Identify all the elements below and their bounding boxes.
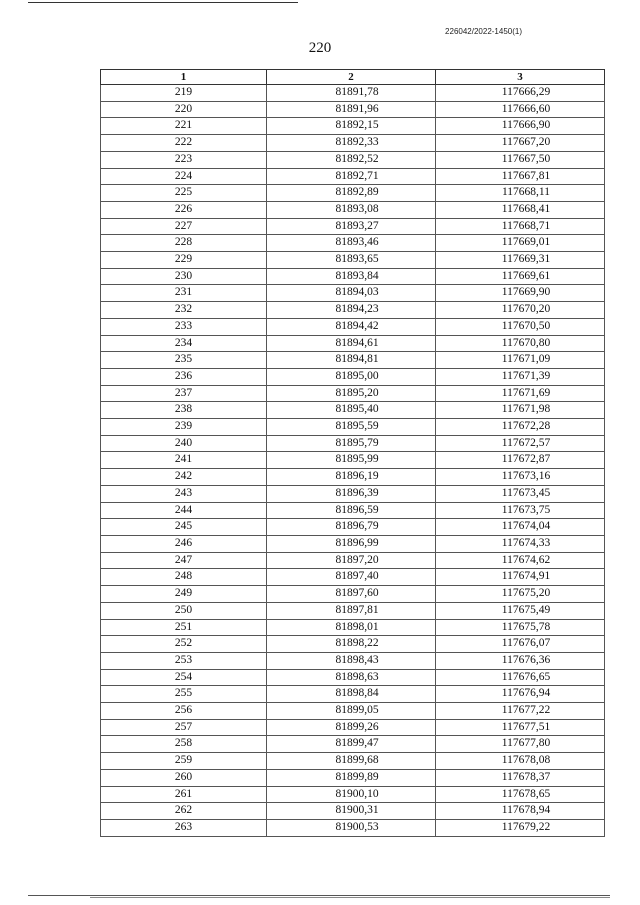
table-row xyxy=(101,302,605,319)
y-coordinate-cell: 117671,98 xyxy=(436,402,605,419)
table-row xyxy=(101,435,605,452)
point-number-cell: 243 xyxy=(101,485,267,502)
y-coordinate-cell: 117675,49 xyxy=(436,602,605,619)
x-coordinate-cell: 81895,40 xyxy=(267,402,436,419)
page-number: 220 xyxy=(308,40,332,56)
point-number-cell: 231 xyxy=(101,285,267,302)
x-coordinate-cell: 81895,00 xyxy=(267,368,436,385)
x-coordinate-cell: 81894,81 xyxy=(267,352,436,369)
x-coordinate-cell: 81896,19 xyxy=(267,469,436,486)
point-number-cell: 261 xyxy=(101,786,267,803)
y-coordinate-cell: 117669,31 xyxy=(436,252,605,269)
x-coordinate-cell: 81895,79 xyxy=(267,435,436,452)
x-coordinate-cell: 81899,68 xyxy=(267,753,436,770)
y-coordinate-cell: 117666,29 xyxy=(436,85,605,102)
y-coordinate-cell: 117676,36 xyxy=(436,652,605,669)
x-coordinate-cell: 81892,89 xyxy=(267,185,436,202)
y-coordinate-cell: 117677,51 xyxy=(436,719,605,736)
x-coordinate-cell: 81898,63 xyxy=(267,669,436,686)
table-row xyxy=(101,235,605,252)
x-coordinate-cell: 81896,99 xyxy=(267,535,436,552)
table-row xyxy=(101,719,605,736)
x-coordinate-cell: 81898,84 xyxy=(267,686,436,703)
table-row xyxy=(101,452,605,469)
point-number-cell: 246 xyxy=(101,535,267,552)
y-coordinate-cell: 117673,45 xyxy=(436,485,605,502)
x-coordinate-cell: 81899,89 xyxy=(267,769,436,786)
y-coordinate-cell: 117679,22 xyxy=(436,819,605,836)
x-coordinate-cell: 81895,20 xyxy=(267,385,436,402)
table-row xyxy=(101,252,605,269)
y-coordinate-cell: 117674,62 xyxy=(436,552,605,569)
point-number-cell: 229 xyxy=(101,252,267,269)
y-coordinate-cell: 117678,08 xyxy=(436,753,605,770)
point-number-cell: 260 xyxy=(101,769,267,786)
point-number-cell: 254 xyxy=(101,669,267,686)
x-coordinate-cell: 81892,71 xyxy=(267,168,436,185)
y-coordinate-cell: 117676,65 xyxy=(436,669,605,686)
point-number-cell: 242 xyxy=(101,469,267,486)
point-number-cell: 244 xyxy=(101,502,267,519)
table-row xyxy=(101,285,605,302)
table-row xyxy=(101,101,605,118)
y-coordinate-cell: 117671,09 xyxy=(436,352,605,369)
x-coordinate-cell: 81893,65 xyxy=(267,252,436,269)
y-coordinate-cell: 117676,07 xyxy=(436,636,605,653)
x-coordinate-cell: 81892,15 xyxy=(267,118,436,135)
table-row xyxy=(101,135,605,152)
x-coordinate-cell: 81896,59 xyxy=(267,502,436,519)
scan-artifact-bottom xyxy=(28,895,610,896)
y-coordinate-cell: 117668,71 xyxy=(436,218,605,235)
y-coordinate-cell: 117674,04 xyxy=(436,519,605,536)
table-row xyxy=(101,268,605,285)
table-row xyxy=(101,819,605,836)
y-coordinate-cell: 117678,37 xyxy=(436,769,605,786)
x-coordinate-cell: 81891,96 xyxy=(267,101,436,118)
x-coordinate-cell: 81893,27 xyxy=(267,218,436,235)
table-row xyxy=(101,652,605,669)
x-coordinate-cell: 81894,61 xyxy=(267,335,436,352)
column-header-1: 1 xyxy=(101,70,267,85)
table-row xyxy=(101,419,605,436)
table-row xyxy=(101,368,605,385)
table-row xyxy=(101,469,605,486)
table-row xyxy=(101,686,605,703)
y-coordinate-cell: 117669,01 xyxy=(436,235,605,252)
point-number-cell: 258 xyxy=(101,736,267,753)
table-row xyxy=(101,218,605,235)
y-coordinate-cell: 117669,61 xyxy=(436,268,605,285)
table-row xyxy=(101,769,605,786)
y-coordinate-cell: 117666,90 xyxy=(436,118,605,135)
x-coordinate-cell: 81899,05 xyxy=(267,703,436,720)
point-number-cell: 224 xyxy=(101,168,267,185)
point-number-cell: 257 xyxy=(101,719,267,736)
table-row xyxy=(101,786,605,803)
y-coordinate-cell: 117672,28 xyxy=(436,419,605,436)
coordinates-table xyxy=(100,69,605,837)
y-coordinate-cell: 117670,50 xyxy=(436,318,605,335)
table-row xyxy=(101,402,605,419)
table-row xyxy=(101,385,605,402)
x-coordinate-cell: 81893,08 xyxy=(267,201,436,218)
y-coordinate-cell: 117670,80 xyxy=(436,335,605,352)
table-row xyxy=(101,586,605,603)
point-number-cell: 263 xyxy=(101,819,267,836)
point-number-cell: 238 xyxy=(101,402,267,419)
x-coordinate-cell: 81895,59 xyxy=(267,419,436,436)
y-coordinate-cell: 117674,91 xyxy=(436,569,605,586)
x-coordinate-cell: 81894,23 xyxy=(267,302,436,319)
y-coordinate-cell: 117678,65 xyxy=(436,786,605,803)
table-row xyxy=(101,185,605,202)
table-row xyxy=(101,118,605,135)
table-row xyxy=(101,85,605,102)
x-coordinate-cell: 81897,60 xyxy=(267,586,436,603)
document-id: 226042/2022-1450(1) xyxy=(445,27,522,36)
point-number-cell: 262 xyxy=(101,803,267,820)
table-row xyxy=(101,502,605,519)
x-coordinate-cell: 81892,33 xyxy=(267,135,436,152)
point-number-cell: 233 xyxy=(101,318,267,335)
y-coordinate-cell: 117676,94 xyxy=(436,686,605,703)
x-coordinate-cell: 81897,20 xyxy=(267,552,436,569)
point-number-cell: 227 xyxy=(101,218,267,235)
x-coordinate-cell: 81895,99 xyxy=(267,452,436,469)
table-row xyxy=(101,485,605,502)
table-row xyxy=(101,201,605,218)
y-coordinate-cell: 117672,87 xyxy=(436,452,605,469)
x-coordinate-cell: 81893,84 xyxy=(267,268,436,285)
y-coordinate-cell: 117670,20 xyxy=(436,302,605,319)
y-coordinate-cell: 117673,16 xyxy=(436,469,605,486)
x-coordinate-cell: 81894,42 xyxy=(267,318,436,335)
table-row xyxy=(101,569,605,586)
point-number-cell: 245 xyxy=(101,519,267,536)
point-number-cell: 225 xyxy=(101,185,267,202)
point-number-cell: 259 xyxy=(101,753,267,770)
y-coordinate-cell: 117669,90 xyxy=(436,285,605,302)
x-coordinate-cell: 81900,53 xyxy=(267,819,436,836)
x-coordinate-cell: 81897,81 xyxy=(267,602,436,619)
y-coordinate-cell: 117667,81 xyxy=(436,168,605,185)
y-coordinate-cell: 117668,11 xyxy=(436,185,605,202)
table-row xyxy=(101,602,605,619)
x-coordinate-cell: 81899,26 xyxy=(267,719,436,736)
point-number-cell: 253 xyxy=(101,652,267,669)
point-number-cell: 222 xyxy=(101,135,267,152)
y-coordinate-cell: 117666,60 xyxy=(436,101,605,118)
y-coordinate-cell: 117668,41 xyxy=(436,201,605,218)
table-header-row xyxy=(101,70,605,85)
x-coordinate-cell: 81896,79 xyxy=(267,519,436,536)
point-number-cell: 240 xyxy=(101,435,267,452)
table-row xyxy=(101,552,605,569)
y-coordinate-cell: 117675,20 xyxy=(436,586,605,603)
point-number-cell: 249 xyxy=(101,586,267,603)
table-row xyxy=(101,803,605,820)
table-row xyxy=(101,736,605,753)
column-header-3: 3 xyxy=(436,70,605,85)
y-coordinate-cell: 117674,33 xyxy=(436,535,605,552)
table-row xyxy=(101,335,605,352)
point-number-cell: 235 xyxy=(101,352,267,369)
point-number-cell: 247 xyxy=(101,552,267,569)
column-header-2: 2 xyxy=(267,70,436,85)
y-coordinate-cell: 117675,78 xyxy=(436,619,605,636)
x-coordinate-cell: 81894,03 xyxy=(267,285,436,302)
x-coordinate-cell: 81899,47 xyxy=(267,736,436,753)
point-number-cell: 237 xyxy=(101,385,267,402)
table-row xyxy=(101,535,605,552)
y-coordinate-cell: 117673,75 xyxy=(436,502,605,519)
x-coordinate-cell: 81897,40 xyxy=(267,569,436,586)
x-coordinate-cell: 81900,10 xyxy=(267,786,436,803)
table-row xyxy=(101,352,605,369)
scan-artifact-top xyxy=(28,2,298,3)
point-number-cell: 220 xyxy=(101,101,267,118)
y-coordinate-cell: 117667,20 xyxy=(436,135,605,152)
point-number-cell: 250 xyxy=(101,602,267,619)
x-coordinate-cell: 81898,43 xyxy=(267,652,436,669)
y-coordinate-cell: 117677,80 xyxy=(436,736,605,753)
point-number-cell: 236 xyxy=(101,368,267,385)
table-row xyxy=(101,669,605,686)
point-number-cell: 228 xyxy=(101,235,267,252)
x-coordinate-cell: 81898,01 xyxy=(267,619,436,636)
table-row xyxy=(101,703,605,720)
point-number-cell: 239 xyxy=(101,419,267,436)
point-number-cell: 251 xyxy=(101,619,267,636)
x-coordinate-cell: 81900,31 xyxy=(267,803,436,820)
x-coordinate-cell: 81898,22 xyxy=(267,636,436,653)
y-coordinate-cell: 117671,69 xyxy=(436,385,605,402)
y-coordinate-cell: 117671,39 xyxy=(436,368,605,385)
point-number-cell: 252 xyxy=(101,636,267,653)
table-row xyxy=(101,519,605,536)
x-coordinate-cell: 81893,46 xyxy=(267,235,436,252)
x-coordinate-cell: 81896,39 xyxy=(267,485,436,502)
table-row xyxy=(101,619,605,636)
point-number-cell: 221 xyxy=(101,118,267,135)
y-coordinate-cell: 117677,22 xyxy=(436,703,605,720)
table-row xyxy=(101,318,605,335)
point-number-cell: 226 xyxy=(101,201,267,218)
x-coordinate-cell: 81891,78 xyxy=(267,85,436,102)
point-number-cell: 256 xyxy=(101,703,267,720)
point-number-cell: 219 xyxy=(101,85,267,102)
y-coordinate-cell: 117672,57 xyxy=(436,435,605,452)
point-number-cell: 255 xyxy=(101,686,267,703)
table-body xyxy=(101,85,605,837)
x-coordinate-cell: 81892,52 xyxy=(267,151,436,168)
y-coordinate-cell: 117667,50 xyxy=(436,151,605,168)
point-number-cell: 241 xyxy=(101,452,267,469)
point-number-cell: 248 xyxy=(101,569,267,586)
point-number-cell: 234 xyxy=(101,335,267,352)
table-row xyxy=(101,636,605,653)
scan-artifact-bottom-2 xyxy=(90,897,610,898)
table-row xyxy=(101,753,605,770)
point-number-cell: 232 xyxy=(101,302,267,319)
table-row xyxy=(101,151,605,168)
y-coordinate-cell: 117678,94 xyxy=(436,803,605,820)
point-number-cell: 230 xyxy=(101,268,267,285)
point-number-cell: 223 xyxy=(101,151,267,168)
table-row xyxy=(101,168,605,185)
